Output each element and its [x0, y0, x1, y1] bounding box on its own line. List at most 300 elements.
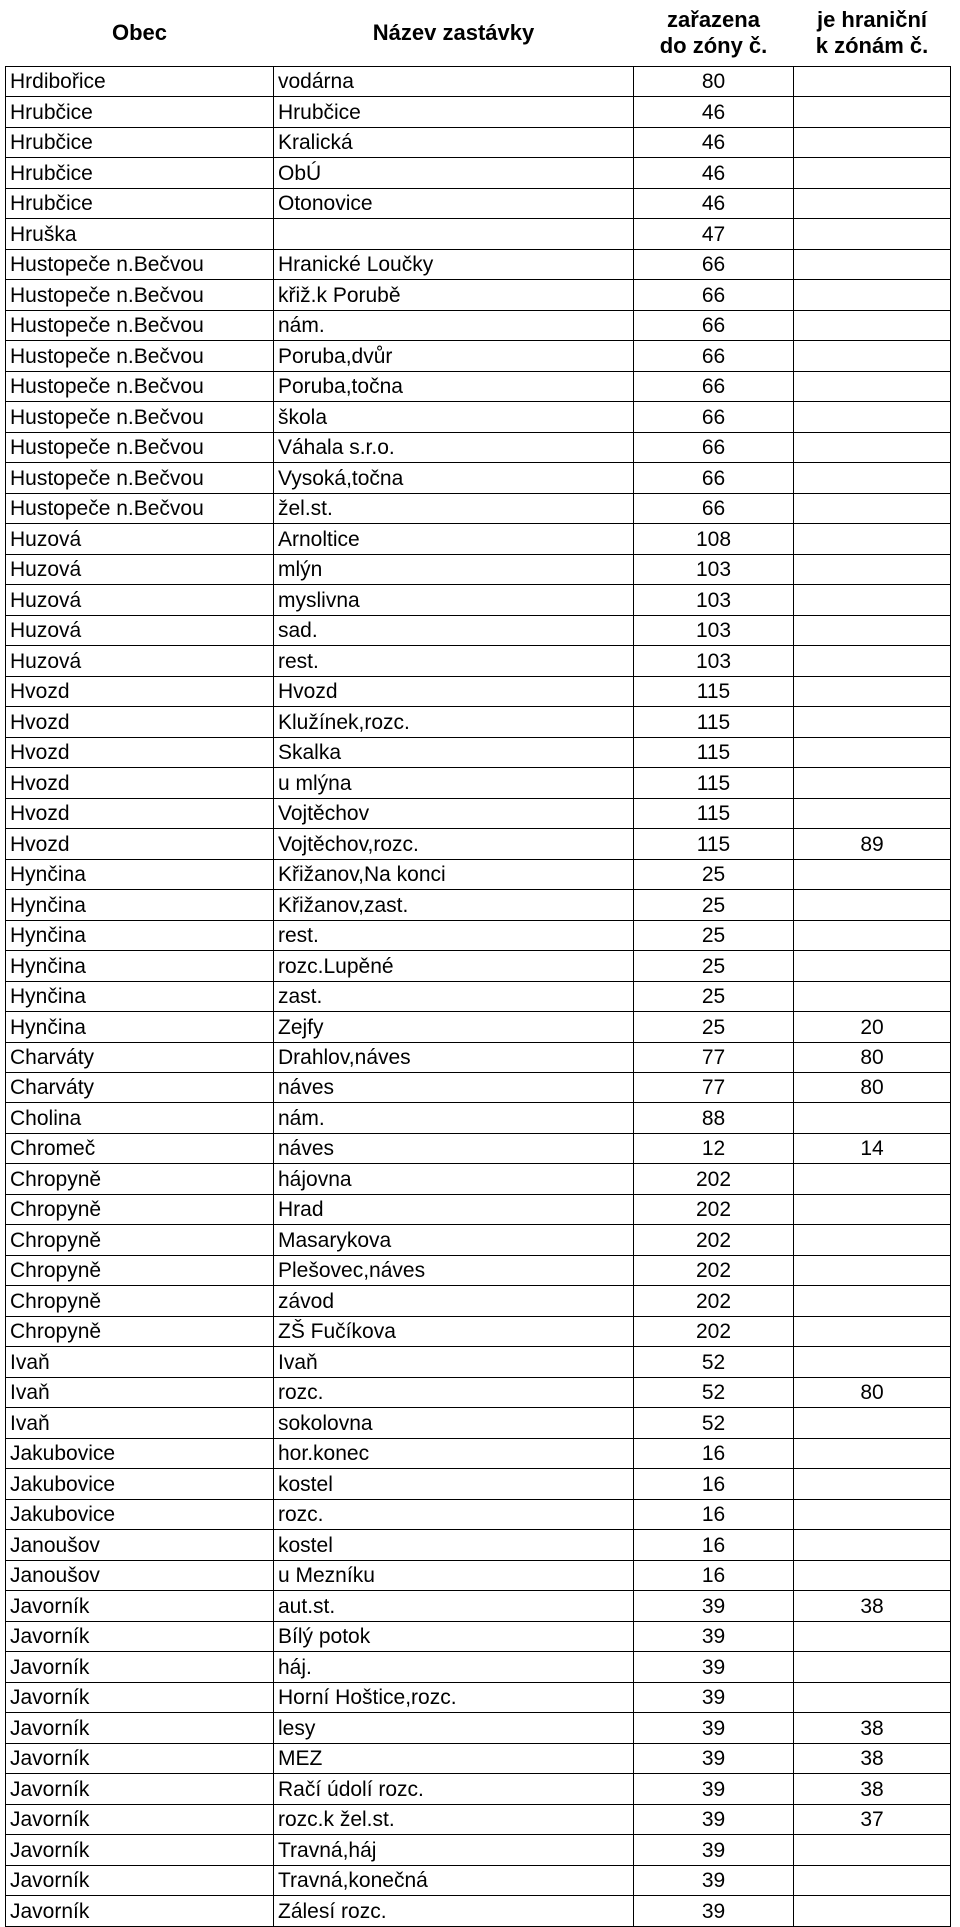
cell-hranicni — [794, 97, 951, 127]
table-row — [6, 280, 951, 310]
cell-zastavka — [274, 219, 634, 249]
cell-obec: Hruška — [6, 219, 274, 249]
table-row — [6, 1774, 951, 1804]
cell-hranicni — [794, 1835, 951, 1865]
cell-zona: 202 — [634, 1286, 794, 1316]
cell-zastavka: Hvozd — [274, 676, 634, 706]
table-row — [6, 1804, 951, 1834]
cell-obec: Cholina — [6, 1103, 274, 1133]
table-row — [6, 310, 951, 340]
table-row — [6, 890, 951, 920]
table-row — [6, 1530, 951, 1560]
cell-hranicni — [794, 341, 951, 371]
cell-obec: Hustopeče n.Bečvou — [6, 310, 274, 340]
cell-hranicni: 38 — [794, 1591, 951, 1621]
cell-zastavka: Plešovec,náves — [274, 1255, 634, 1285]
cell-zona: 39 — [634, 1591, 794, 1621]
cell-zona: 25 — [634, 1012, 794, 1042]
cell-hranicni — [794, 1621, 951, 1651]
cell-zona: 66 — [634, 463, 794, 493]
cell-hranicni — [794, 951, 951, 981]
cell-zona: 115 — [634, 676, 794, 706]
cell-zona: 39 — [634, 1865, 794, 1895]
cell-zastavka: Zálesí rozc. — [274, 1896, 634, 1926]
cell-zona: 25 — [634, 859, 794, 889]
cell-zastavka: vodárna — [274, 67, 634, 97]
cell-zastavka: Zejfy — [274, 1012, 634, 1042]
table-row — [6, 646, 951, 676]
cell-obec: Javorník — [6, 1835, 274, 1865]
cell-zona: 66 — [634, 402, 794, 432]
table-row — [6, 1286, 951, 1316]
cell-zona: 47 — [634, 219, 794, 249]
cell-obec: Hvozd — [6, 798, 274, 828]
table-row — [6, 1377, 951, 1407]
cell-hranicni: 80 — [794, 1042, 951, 1072]
cell-hranicni — [794, 1194, 951, 1224]
stops-table — [5, 0, 951, 1927]
cell-hranicni — [794, 615, 951, 645]
cell-zastavka: škola — [274, 402, 634, 432]
cell-zastavka: nám. — [274, 1103, 634, 1133]
cell-hranicni — [794, 676, 951, 706]
table-row — [6, 737, 951, 767]
cell-obec: Hustopeče n.Bečvou — [6, 463, 274, 493]
cell-obec: Chromeč — [6, 1133, 274, 1163]
cell-zona: 52 — [634, 1408, 794, 1438]
cell-obec: Huzová — [6, 615, 274, 645]
cell-zastavka: mlýn — [274, 554, 634, 584]
cell-hranicni — [794, 1560, 951, 1590]
cell-zastavka: MEZ — [274, 1743, 634, 1773]
cell-obec: Chropyně — [6, 1255, 274, 1285]
table-row — [6, 67, 951, 97]
cell-obec: Hynčina — [6, 920, 274, 950]
table-row — [6, 1225, 951, 1255]
table-row — [6, 1865, 951, 1895]
cell-obec: Javorník — [6, 1621, 274, 1651]
cell-obec: Javorník — [6, 1865, 274, 1895]
cell-obec: Hustopeče n.Bečvou — [6, 249, 274, 279]
cell-zona: 77 — [634, 1072, 794, 1102]
cell-zona: 39 — [634, 1774, 794, 1804]
cell-zona: 39 — [634, 1682, 794, 1712]
cell-hranicni: 38 — [794, 1743, 951, 1773]
cell-zona: 115 — [634, 737, 794, 767]
cell-zastavka: sad. — [274, 615, 634, 645]
cell-zastavka: Arnoltice — [274, 524, 634, 554]
cell-zastavka: náves — [274, 1133, 634, 1163]
cell-zastavka: Váhala s.r.o. — [274, 432, 634, 462]
cell-zastavka: Travná,háj — [274, 1835, 634, 1865]
cell-zona: 52 — [634, 1377, 794, 1407]
cell-zastavka: myslivna — [274, 585, 634, 615]
cell-hranicni: 14 — [794, 1133, 951, 1163]
cell-zastavka: u mlýna — [274, 768, 634, 798]
cell-zastavka: žel.st. — [274, 493, 634, 523]
cell-obec: Huzová — [6, 646, 274, 676]
table-row — [6, 951, 951, 981]
cell-hranicni — [794, 1103, 951, 1133]
cell-zona: 16 — [634, 1499, 794, 1529]
header-row — [6, 0, 951, 67]
table-row — [6, 798, 951, 828]
cell-hranicni — [794, 249, 951, 279]
cell-zona: 202 — [634, 1316, 794, 1346]
cell-zastavka: Kralická — [274, 127, 634, 157]
table-header — [6, 0, 951, 67]
header-hranicni — [794, 0, 951, 67]
table-row — [6, 249, 951, 279]
cell-zona: 66 — [634, 341, 794, 371]
cell-obec: Ivaň — [6, 1377, 274, 1407]
cell-hranicni — [794, 920, 951, 950]
cell-hranicni — [794, 1225, 951, 1255]
cell-zona: 103 — [634, 615, 794, 645]
table-row — [6, 1469, 951, 1499]
cell-hranicni — [794, 1865, 951, 1895]
cell-hranicni: 80 — [794, 1377, 951, 1407]
cell-zona: 202 — [634, 1255, 794, 1285]
cell-zastavka: Klužínek,rozc. — [274, 707, 634, 737]
cell-zastavka: u Mezníku — [274, 1560, 634, 1590]
cell-zona: 115 — [634, 829, 794, 859]
header-hranicni-line2: k zónám č. — [815, 33, 929, 58]
cell-zona: 66 — [634, 310, 794, 340]
table-row — [6, 981, 951, 1011]
cell-obec: Ivaň — [6, 1408, 274, 1438]
cell-hranicni — [794, 463, 951, 493]
cell-hranicni — [794, 1286, 951, 1316]
cell-hranicni: 89 — [794, 829, 951, 859]
cell-hranicni — [794, 188, 951, 218]
cell-zona: 103 — [634, 646, 794, 676]
table-row — [6, 1560, 951, 1590]
cell-hranicni — [794, 554, 951, 584]
cell-hranicni — [794, 1682, 951, 1712]
cell-zastavka: Hranické Loučky — [274, 249, 634, 279]
table-row — [6, 127, 951, 157]
table-row — [6, 1012, 951, 1042]
cell-hranicni — [794, 158, 951, 188]
cell-zona: 52 — [634, 1347, 794, 1377]
cell-hranicni: 37 — [794, 1804, 951, 1834]
cell-zona: 39 — [634, 1713, 794, 1743]
cell-zastavka: rozc. — [274, 1377, 634, 1407]
cell-hranicni — [794, 1316, 951, 1346]
cell-zona: 16 — [634, 1469, 794, 1499]
cell-hranicni — [794, 646, 951, 676]
table-row — [6, 524, 951, 554]
cell-zastavka: Masarykova — [274, 1225, 634, 1255]
cell-zastavka: hor.konec — [274, 1438, 634, 1468]
table-row — [6, 1042, 951, 1072]
cell-zastavka: Hrubčice — [274, 97, 634, 127]
cell-hranicni — [794, 493, 951, 523]
stops-table-sheet — [5, 0, 951, 1927]
cell-obec: Huzová — [6, 524, 274, 554]
cell-obec: Chropyně — [6, 1316, 274, 1346]
cell-obec: Janoušov — [6, 1530, 274, 1560]
cell-obec: Hynčina — [6, 951, 274, 981]
cell-zastavka: Bílý potok — [274, 1621, 634, 1651]
cell-zastavka: náves — [274, 1072, 634, 1102]
cell-zastavka: aut.st. — [274, 1591, 634, 1621]
cell-obec: Ivaň — [6, 1347, 274, 1377]
cell-obec: Jakubovice — [6, 1438, 274, 1468]
cell-obec: Huzová — [6, 585, 274, 615]
cell-hranicni — [794, 1164, 951, 1194]
cell-obec: Hustopeče n.Bečvou — [6, 493, 274, 523]
cell-zastavka: rozc. — [274, 1499, 634, 1529]
cell-obec: Chropyně — [6, 1164, 274, 1194]
table-row — [6, 1255, 951, 1285]
cell-zona: 202 — [634, 1225, 794, 1255]
cell-obec: Hynčina — [6, 1012, 274, 1042]
cell-zastavka: Křižanov,Na konci — [274, 859, 634, 889]
cell-obec: Huzová — [6, 554, 274, 584]
cell-zastavka: Poruba,dvůr — [274, 341, 634, 371]
cell-hranicni: 38 — [794, 1713, 951, 1743]
cell-zona: 202 — [634, 1194, 794, 1224]
cell-zona: 108 — [634, 524, 794, 554]
header-zastavka — [274, 0, 634, 67]
cell-zastavka: Křižanov,zast. — [274, 890, 634, 920]
table-row — [6, 341, 951, 371]
cell-zastavka: hájovna — [274, 1164, 634, 1194]
table-row — [6, 1682, 951, 1712]
header-zona — [634, 0, 794, 67]
cell-zona: 103 — [634, 554, 794, 584]
table-row — [6, 1621, 951, 1651]
cell-obec: Hvozd — [6, 737, 274, 767]
table-row — [6, 554, 951, 584]
table-row — [6, 371, 951, 401]
cell-zona: 66 — [634, 371, 794, 401]
cell-zastavka: Vysoká,točna — [274, 463, 634, 493]
cell-hranicni — [794, 127, 951, 157]
table-row — [6, 859, 951, 889]
cell-obec: Hynčina — [6, 859, 274, 889]
cell-hranicni — [794, 585, 951, 615]
cell-obec: Javorník — [6, 1774, 274, 1804]
cell-zastavka: Vojtěchov,rozc. — [274, 829, 634, 859]
cell-obec: Hvozd — [6, 829, 274, 859]
cell-zastavka: rest. — [274, 646, 634, 676]
cell-zastavka: Travná,konečná — [274, 1865, 634, 1895]
cell-zona: 46 — [634, 188, 794, 218]
cell-zastavka: ObÚ — [274, 158, 634, 188]
cell-hranicni — [794, 890, 951, 920]
cell-hranicni — [794, 1499, 951, 1529]
table-row — [6, 1164, 951, 1194]
table-row — [6, 1103, 951, 1133]
table-row — [6, 1438, 951, 1468]
cell-zona: 103 — [634, 585, 794, 615]
cell-obec: Hrubčice — [6, 97, 274, 127]
table-row — [6, 1347, 951, 1377]
table-row — [6, 158, 951, 188]
cell-zastavka: rozc.k žel.st. — [274, 1804, 634, 1834]
cell-zona: 115 — [634, 707, 794, 737]
cell-zona: 39 — [634, 1896, 794, 1926]
table-row — [6, 676, 951, 706]
cell-obec: Hynčina — [6, 981, 274, 1011]
cell-hranicni — [794, 1255, 951, 1285]
cell-zona: 88 — [634, 1103, 794, 1133]
cell-obec: Hrubčice — [6, 158, 274, 188]
table-row — [6, 768, 951, 798]
cell-obec: Charváty — [6, 1042, 274, 1072]
cell-hranicni — [794, 1408, 951, 1438]
cell-zastavka: Skalka — [274, 737, 634, 767]
cell-zona: 12 — [634, 1133, 794, 1163]
cell-zona: 202 — [634, 1164, 794, 1194]
cell-zona: 115 — [634, 798, 794, 828]
cell-zona: 25 — [634, 981, 794, 1011]
cell-hranicni — [794, 524, 951, 554]
cell-zona: 80 — [634, 67, 794, 97]
cell-hranicni — [794, 280, 951, 310]
cell-zastavka: kostel — [274, 1469, 634, 1499]
cell-hranicni — [794, 859, 951, 889]
cell-obec: Chropyně — [6, 1194, 274, 1224]
cell-zona: 25 — [634, 890, 794, 920]
table-row — [6, 829, 951, 859]
table-row — [6, 402, 951, 432]
cell-hranicni: 20 — [794, 1012, 951, 1042]
cell-zastavka: křiž.k Porubě — [274, 280, 634, 310]
cell-zastavka: Poruba,točna — [274, 371, 634, 401]
header-hranicni-line1: je hraniční — [816, 7, 928, 32]
table-row — [6, 707, 951, 737]
header-obec-label: Obec — [111, 20, 168, 45]
cell-obec: Hrubčice — [6, 188, 274, 218]
cell-obec: Hvozd — [6, 707, 274, 737]
cell-hranicni — [794, 1347, 951, 1377]
header-obec — [6, 0, 274, 67]
cell-obec: Hustopeče n.Bečvou — [6, 402, 274, 432]
table-row — [6, 585, 951, 615]
cell-hranicni — [794, 1652, 951, 1682]
cell-hranicni: 38 — [794, 1774, 951, 1804]
cell-obec: Javorník — [6, 1896, 274, 1926]
cell-zastavka: Ivaň — [274, 1347, 634, 1377]
table-row — [6, 219, 951, 249]
cell-obec: Hustopeče n.Bečvou — [6, 432, 274, 462]
cell-zona: 39 — [634, 1804, 794, 1834]
table-row — [6, 97, 951, 127]
cell-zona: 66 — [634, 280, 794, 310]
cell-obec: Hustopeče n.Bečvou — [6, 341, 274, 371]
cell-obec: Hynčina — [6, 890, 274, 920]
cell-obec: Chropyně — [6, 1286, 274, 1316]
cell-zastavka: rozc.Lupěné — [274, 951, 634, 981]
cell-zastavka: závod — [274, 1286, 634, 1316]
header-zastavka-label: Název zastávky — [372, 20, 535, 45]
cell-zona: 46 — [634, 127, 794, 157]
cell-obec: Hvozd — [6, 768, 274, 798]
cell-zona: 25 — [634, 951, 794, 981]
cell-zona: 16 — [634, 1438, 794, 1468]
cell-zona: 46 — [634, 97, 794, 127]
cell-zona: 39 — [634, 1652, 794, 1682]
cell-zona: 115 — [634, 768, 794, 798]
cell-zastavka: kostel — [274, 1530, 634, 1560]
cell-zona: 39 — [634, 1621, 794, 1651]
cell-hranicni: 80 — [794, 1072, 951, 1102]
cell-hranicni — [794, 798, 951, 828]
table-row — [6, 1591, 951, 1621]
cell-zastavka: Račí údolí rozc. — [274, 1774, 634, 1804]
table-row — [6, 1743, 951, 1773]
cell-zastavka: sokolovna — [274, 1408, 634, 1438]
cell-hranicni — [794, 737, 951, 767]
table-row — [6, 1896, 951, 1926]
table-row — [6, 463, 951, 493]
table-row — [6, 432, 951, 462]
cell-zona: 16 — [634, 1530, 794, 1560]
cell-zastavka: zast. — [274, 981, 634, 1011]
cell-hranicni — [794, 310, 951, 340]
cell-obec: Charváty — [6, 1072, 274, 1102]
cell-hranicni — [794, 67, 951, 97]
cell-hranicni — [794, 707, 951, 737]
cell-zona: 46 — [634, 158, 794, 188]
cell-obec: Javorník — [6, 1682, 274, 1712]
table-row — [6, 920, 951, 950]
cell-obec: Janoušov — [6, 1560, 274, 1590]
cell-zona: 66 — [634, 432, 794, 462]
cell-obec: Javorník — [6, 1743, 274, 1773]
cell-obec: Hustopeče n.Bečvou — [6, 371, 274, 401]
cell-zastavka: lesy — [274, 1713, 634, 1743]
cell-obec: Hrubčice — [6, 127, 274, 157]
cell-zastavka: rest. — [274, 920, 634, 950]
cell-zastavka: Horní Hoštice,rozc. — [274, 1682, 634, 1712]
cell-hranicni — [794, 371, 951, 401]
cell-zastavka: Otonovice — [274, 188, 634, 218]
cell-hranicni — [794, 981, 951, 1011]
cell-zona: 77 — [634, 1042, 794, 1072]
cell-zastavka: Hrad — [274, 1194, 634, 1224]
table-row — [6, 1652, 951, 1682]
cell-hranicni — [794, 1469, 951, 1499]
table-row — [6, 1713, 951, 1743]
table-row — [6, 188, 951, 218]
header-zona-line1: zařazena — [667, 7, 760, 32]
cell-zastavka: Vojtěchov — [274, 798, 634, 828]
cell-obec: Jakubovice — [6, 1499, 274, 1529]
table-row — [6, 1133, 951, 1163]
table-body — [6, 67, 951, 1927]
cell-zona: 66 — [634, 493, 794, 523]
header-zona-line2: do zóny č. — [659, 33, 768, 58]
cell-obec: Javorník — [6, 1591, 274, 1621]
table-row — [6, 1194, 951, 1224]
table-row — [6, 615, 951, 645]
table-row — [6, 1316, 951, 1346]
cell-obec: Javorník — [6, 1713, 274, 1743]
cell-zona: 39 — [634, 1743, 794, 1773]
cell-hranicni — [794, 768, 951, 798]
cell-hranicni — [794, 1438, 951, 1468]
cell-hranicni — [794, 1896, 951, 1926]
table-row — [6, 1408, 951, 1438]
table-row — [6, 1072, 951, 1102]
cell-zastavka: háj. — [274, 1652, 634, 1682]
cell-obec: Javorník — [6, 1804, 274, 1834]
